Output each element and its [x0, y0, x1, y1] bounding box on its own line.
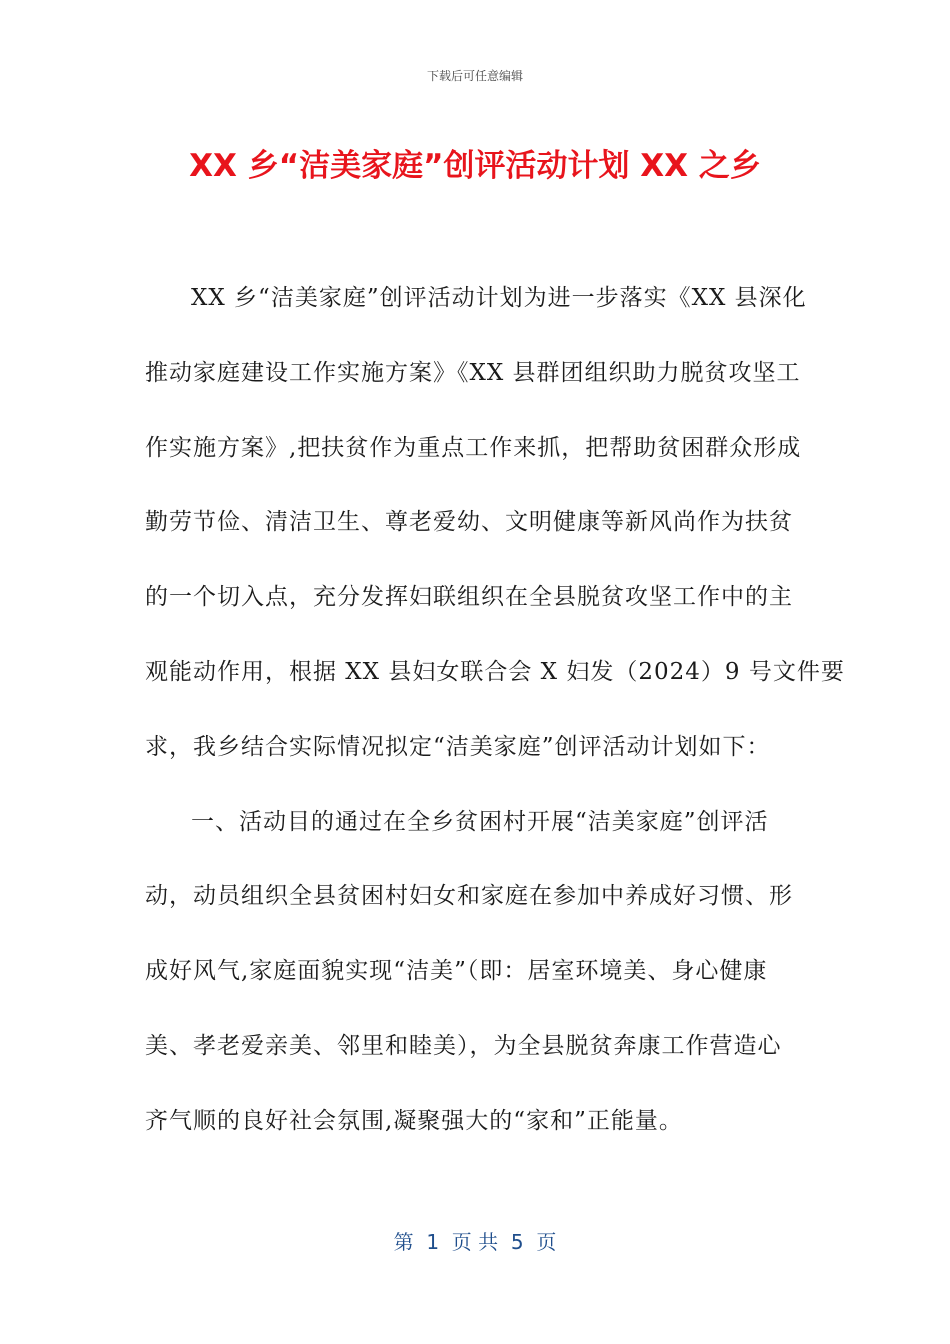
paragraph-line: 动，动员组织全县贫困村妇女和家庭在参加中养成好习惯、形 [145, 883, 793, 910]
paragraph-line: 美、孝老爱亲美、邻里和睦美），为全县脱贫奔康工作营造心 [145, 1032, 782, 1059]
paragraph-line: 成好风气,家庭面貌实现“洁美”（即：居室环境美、身心健康 [145, 958, 768, 985]
paragraph-line: 观能动作用，根据 XX 县妇女联合会 X 妇发（2024）9 号文件要 [145, 658, 845, 685]
document-title: XX 乡“洁美家庭”创评活动计划 XX 之乡 [189, 148, 761, 184]
paragraph-line: 齐气顺的良好社会氛围,凝聚强大的“家和”正能量。 [145, 1107, 683, 1134]
paragraph-line: 求，我乡结合实际情况拟定“洁美家庭”创评活动计划如下： [145, 733, 771, 760]
paragraph-line: 作实施方案》,把扶贫作为重点工作来抓，把帮助贫困群众形成 [145, 434, 802, 461]
document-body [145, 272, 845, 1170]
header-note: 下载后可任意编辑 [426, 69, 523, 83]
page-number-footer: 第 1 页 共 5 页 [393, 1230, 557, 1254]
paragraph-line: 一、活动目的通过在全乡贫困村开展“洁美家庭”创评活 [191, 808, 769, 835]
paragraph-line: 勤劳节俭、清洁卫生、尊老爱幼、文明健康等新风尚作为扶贫 [145, 509, 793, 536]
paragraph-line: 推动家庭建设工作实施方案》《XX 县群团组织助力脱贫攻坚工 [145, 359, 801, 386]
paragraph-line: 的一个切入点，充分发挥妇联组织在全县脱贫攻坚工作中的主 [145, 584, 793, 611]
paragraph-line: XX 乡“洁美家庭”创评活动计划为进一步落实《XX 县深化 [191, 285, 807, 311]
